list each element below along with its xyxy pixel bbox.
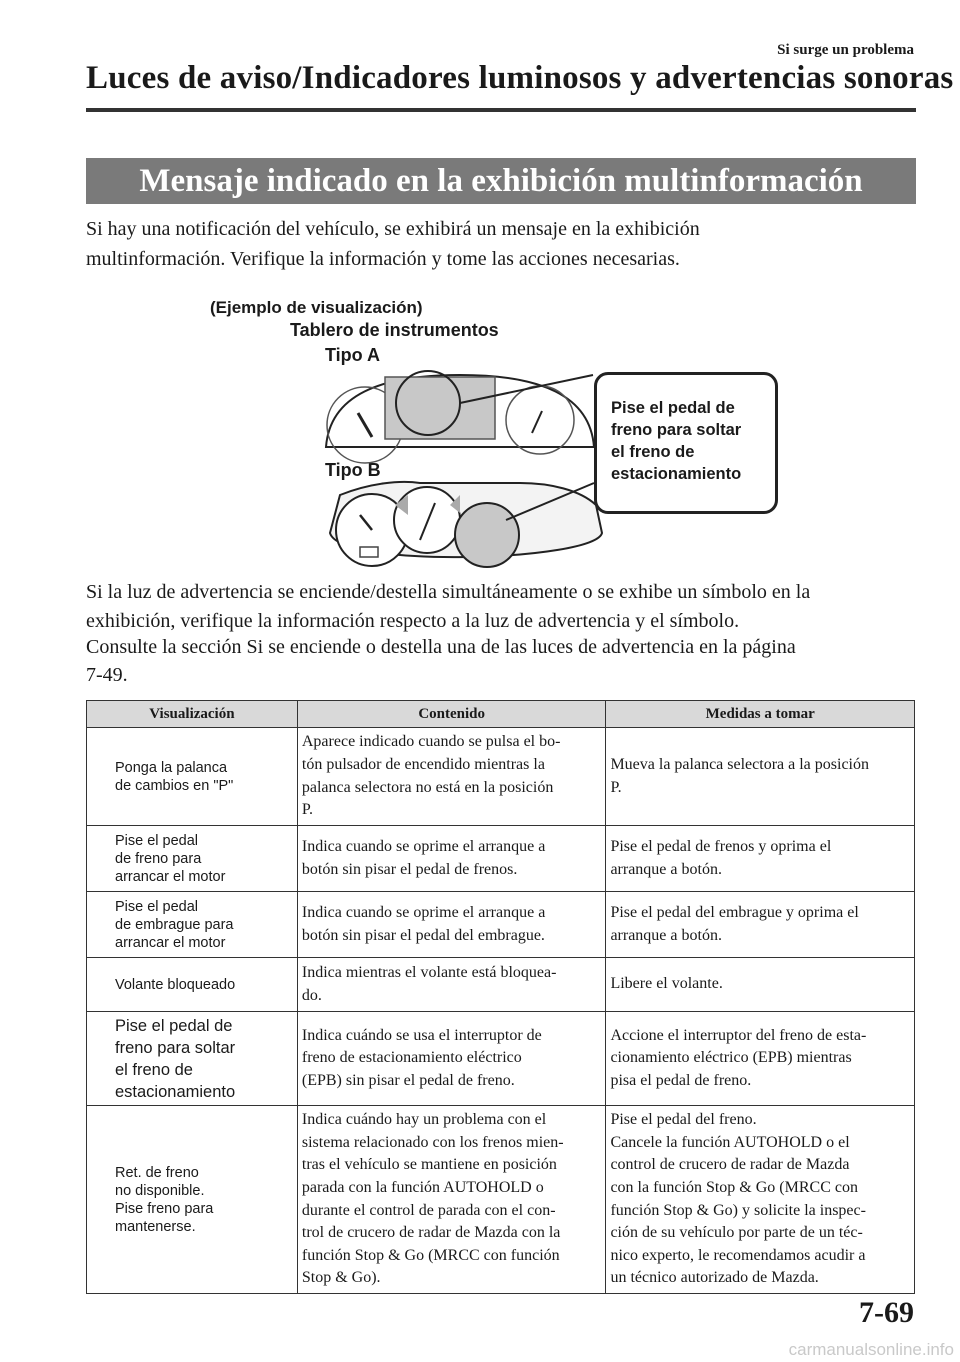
content-cell: Aparece indicado cuando se pulsa el bo- tón pulsador de encendido mientras la palanca selectora no está en la posición P. <box>297 728 606 826</box>
table-header-cell: Visualización <box>87 701 298 728</box>
figure-cluster-label: Tablero de instrumentos <box>290 320 499 340</box>
figure-callout: Pise el pedal de freno para soltar el freno de estacionamiento <box>594 372 778 514</box>
intro-line: Si hay una notificación del vehículo, se exhibirá un mensaje en la exhibición <box>86 218 700 240</box>
content-cell: Indica mientras el volante está bloquea- do. <box>297 958 606 1012</box>
action-cell: Pise el pedal del freno. Cancele la función AUTOHOLD o el control de crucero de radar de Mazda con la función Stop & Go (MRCC con función Stop & Go) y solicite la inspec- ción de su vehículo por parte de un téc- nico experto, le recomendamos acudir a un técnico autorizado de Mazda. <box>606 1106 915 1294</box>
table-header-row <box>87 701 915 728</box>
content-cell: Indica cuándo hay un problema con el sistema relacionado con los frenos mien- tras el vehículo se mantiene en posición parada con la función AUTOHOLD o durante el control de parada con el con- trol de crucero de radar de Mazda con la función Stop & Go (MRCC con función Stop & Go). <box>297 1106 606 1294</box>
content-cell: Indica cuando se oprime el arranque a botón sin pisar el pedal del embrague. <box>297 892 606 958</box>
chapter-title: Luces de aviso/Indicadores luminosos y advertencias sonoras <box>86 60 954 96</box>
page-number: 7-69 <box>859 1296 914 1329</box>
instrument-cluster-illustration <box>310 365 610 570</box>
section-label: Si surge un problema <box>777 42 914 58</box>
content-cell: Indica cuando se oprime el arranque a botón sin pisar el pedal de frenos. <box>297 826 606 892</box>
section-banner: Mensaje indicado en la exhibición multinformación <box>86 158 916 204</box>
figure-caption: (Ejemplo de visualización) <box>210 298 423 317</box>
body-line: Si la luz de advertencia se enciende/destella simultáneamente o se exhibe un símbolo en la <box>86 581 811 603</box>
display-message-cell: Pise el pedal de freno para soltar el freno de estacionamiento <box>87 1012 298 1106</box>
table-row <box>87 1106 915 1294</box>
display-message-cell: Ret. de freno no disponible. Pise freno para mantenerse. <box>87 1106 298 1294</box>
figure-type-b-label: Tipo B <box>325 460 381 480</box>
body-line: 7-49. <box>86 664 128 686</box>
figure-type-a-label: Tipo A <box>325 345 380 365</box>
action-cell: Mueva la palanca selectora a la posición P. <box>606 728 915 826</box>
table-row <box>87 826 915 892</box>
table-row <box>87 1012 915 1106</box>
display-message-cell: Pise el pedal de embrague para arrancar el motor <box>87 892 298 958</box>
table-row <box>87 892 915 958</box>
cluster-type-a <box>326 371 594 463</box>
intro-line: multinformación. Verifique la información y tome las acciones necesarias. <box>86 248 680 270</box>
table-header-cell: Medidas a tomar <box>606 701 915 728</box>
body-line: exhibición, verifique la información respecto a la luz de advertencia y el símbolo. <box>86 610 740 632</box>
message-table <box>86 700 915 1294</box>
display-message-cell: Volante bloqueado <box>87 958 298 1012</box>
action-cell: Accione el interruptor del freno de esta- cionamiento eléctrico (EPB) mientras pisa el pedal de freno. <box>606 1012 915 1106</box>
action-cell: Pise el pedal del embrague y oprima el arranque a botón. <box>606 892 915 958</box>
content-cell: Indica cuándo se usa el interruptor de freno de estacionamiento eléctrico (EPB) sin pisar el pedal de freno. <box>297 1012 606 1106</box>
display-message-cell: Ponga la palanca de cambios en "P" <box>87 728 298 826</box>
table-row <box>87 728 915 826</box>
body-line: Consulte la sección Si se enciende o destella una de las luces de advertencia en la página <box>86 636 796 658</box>
action-cell: Libere el volante. <box>606 958 915 1012</box>
table-header-cell: Contenido <box>297 701 606 728</box>
cluster-type-b <box>330 482 602 567</box>
display-message-cell: Pise el pedal de freno para arrancar el motor <box>87 826 298 892</box>
chapter-divider <box>86 108 916 112</box>
highlight-circle-b <box>455 503 519 567</box>
action-cell: Pise el pedal de frenos y oprima el arranque a botón. <box>606 826 915 892</box>
table-row <box>87 958 915 1012</box>
watermark: carmanualsonline.info <box>788 1340 954 1359</box>
